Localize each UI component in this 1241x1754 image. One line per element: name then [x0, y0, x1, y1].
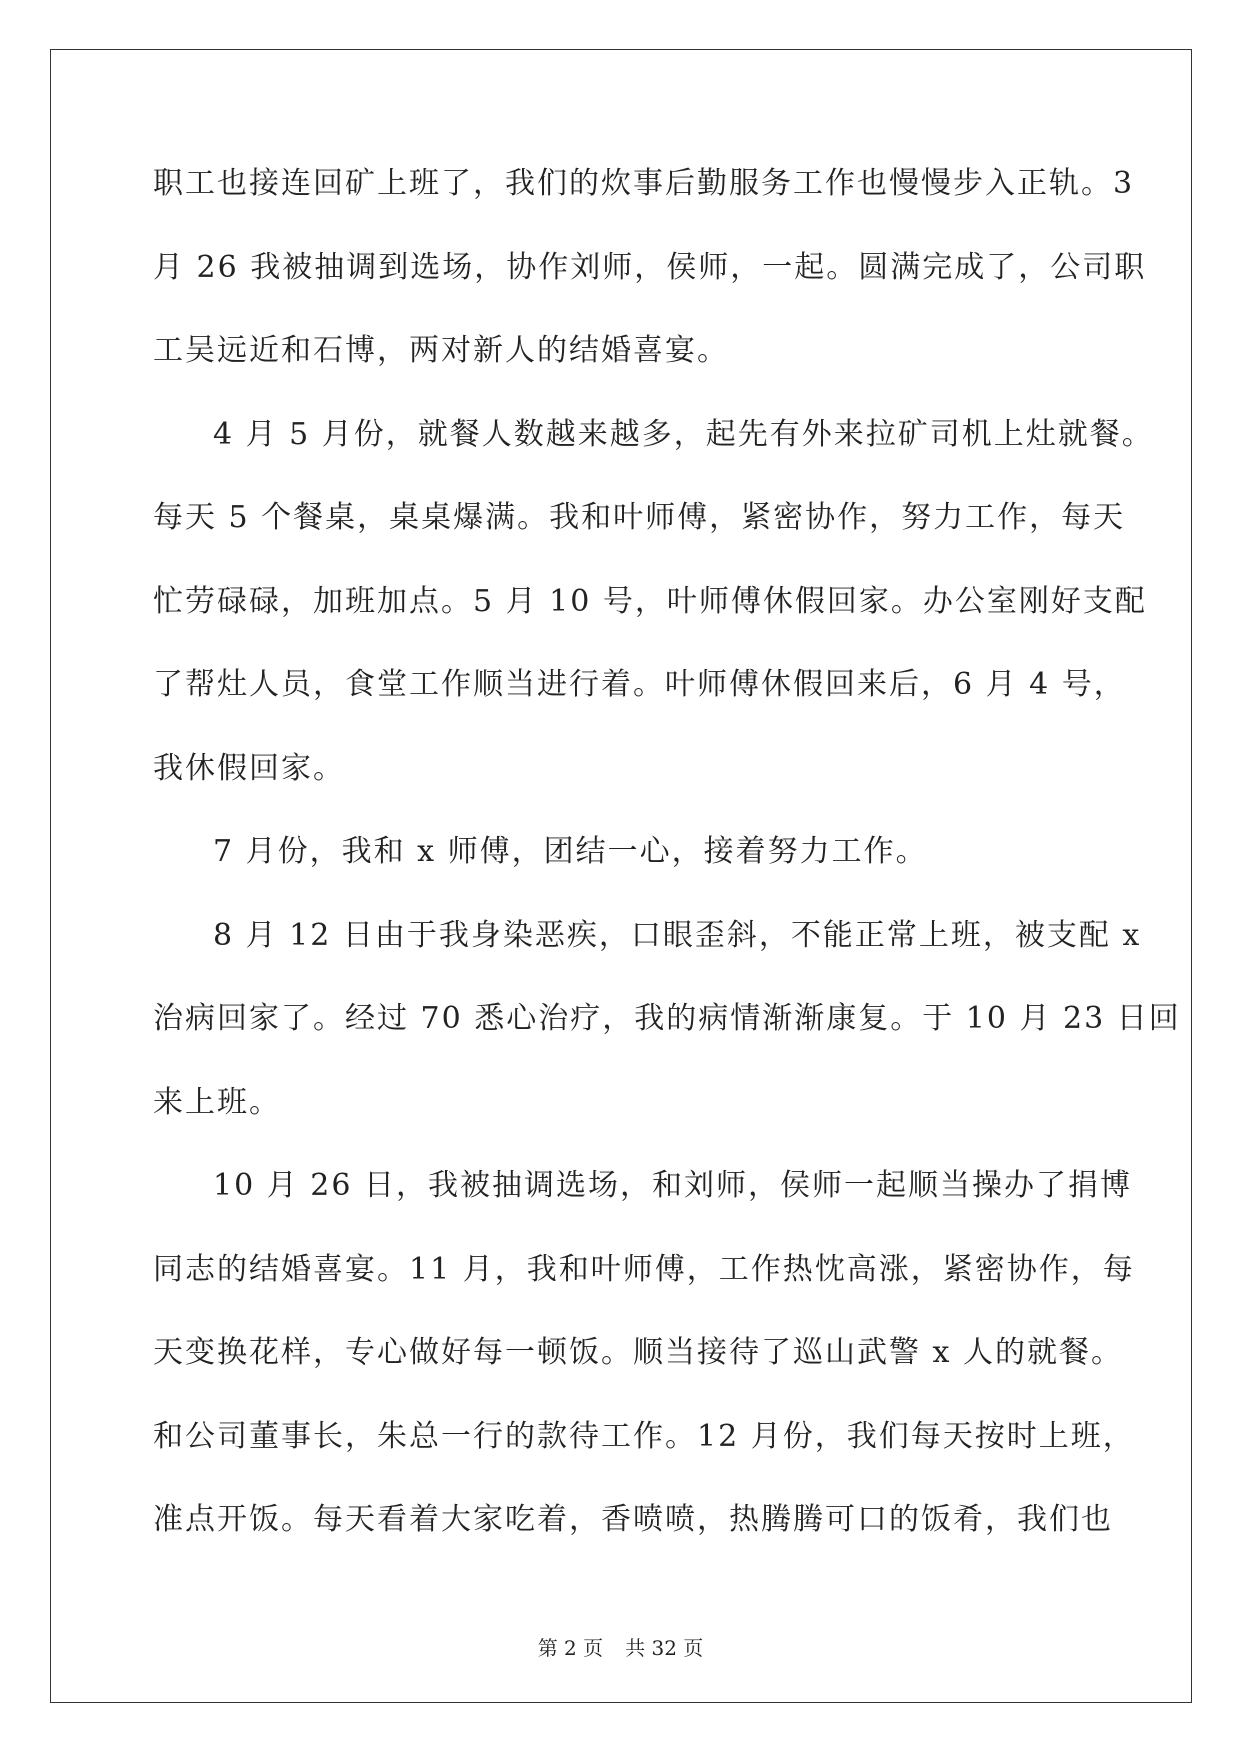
text-line: 了帮灶人员，食堂工作顺当进行着。叶师傅休假回来后，6 月 4 号， [153, 667, 1126, 702]
text-line: 10 月 26 日，我被抽调选场，和刘师，侯师一起顺当操办了捐博 [213, 1168, 1132, 1203]
text-line: 治病回家了。经过 70 悉心治疗，我的病情渐渐康复。于 10 月 23 日回 [153, 1001, 1181, 1036]
text-line: 我休假回家。 [153, 750, 345, 786]
text-line: 来上班。 [153, 1084, 281, 1120]
text-line: 忙劳碌碌，加班加点。5 月 10 号，叶师傅休假回家。办公室刚好支配 [153, 583, 1147, 619]
text-line: 月 26 我被抽调到选场，协作刘师，侯师，一起。圆满完成了，公司职 [153, 249, 1147, 285]
text-line: 8 月 12 日由于我身染恶疾，口眼歪斜，不能正常上班，被支配 x [213, 917, 1142, 953]
text-line: 天变换花样，专心做好每一顿饭。顺当接待了巡山武警 x 人的就餐。 [153, 1335, 1123, 1370]
text-line: 4 月 5 月份，就餐人数越来越多，起先有外来拉矿司机上灶就餐。 [213, 416, 1154, 452]
text-line: 准点开饭。每天看着大家吃着，香喷喷，热腾腾可口的饭肴，我们也 [153, 1502, 1113, 1537]
text-line: 和公司董事长，朱总一行的款待工作。12 月份，我们每天按时上班， [153, 1418, 1135, 1454]
page-number: 第 2 页 [537, 1636, 604, 1660]
page-footer [0, 1636, 1241, 1660]
document-body [153, 164, 1181, 1584]
page-total: 共 32 页 [625, 1636, 704, 1660]
text-line: 职工也接连回矿上班了，我们的炊事后勤服务工作也慢慢步入正轨。3 [153, 166, 1135, 201]
text-line: 工吴远近和石博，两对新人的结婚喜宴。 [153, 333, 729, 368]
text-line: 同志的结婚喜宴。11 月，我和叶师傅，工作热忱高涨，紧密协作，每 [153, 1251, 1135, 1287]
text-line: 每天 5 个餐桌，桌桌爆满。我和叶师傅，紧密协作，努力工作，每天 [153, 500, 1126, 535]
text-line: 7 月份，我和 x 师傅，团结一心，接着努力工作。 [213, 834, 928, 869]
